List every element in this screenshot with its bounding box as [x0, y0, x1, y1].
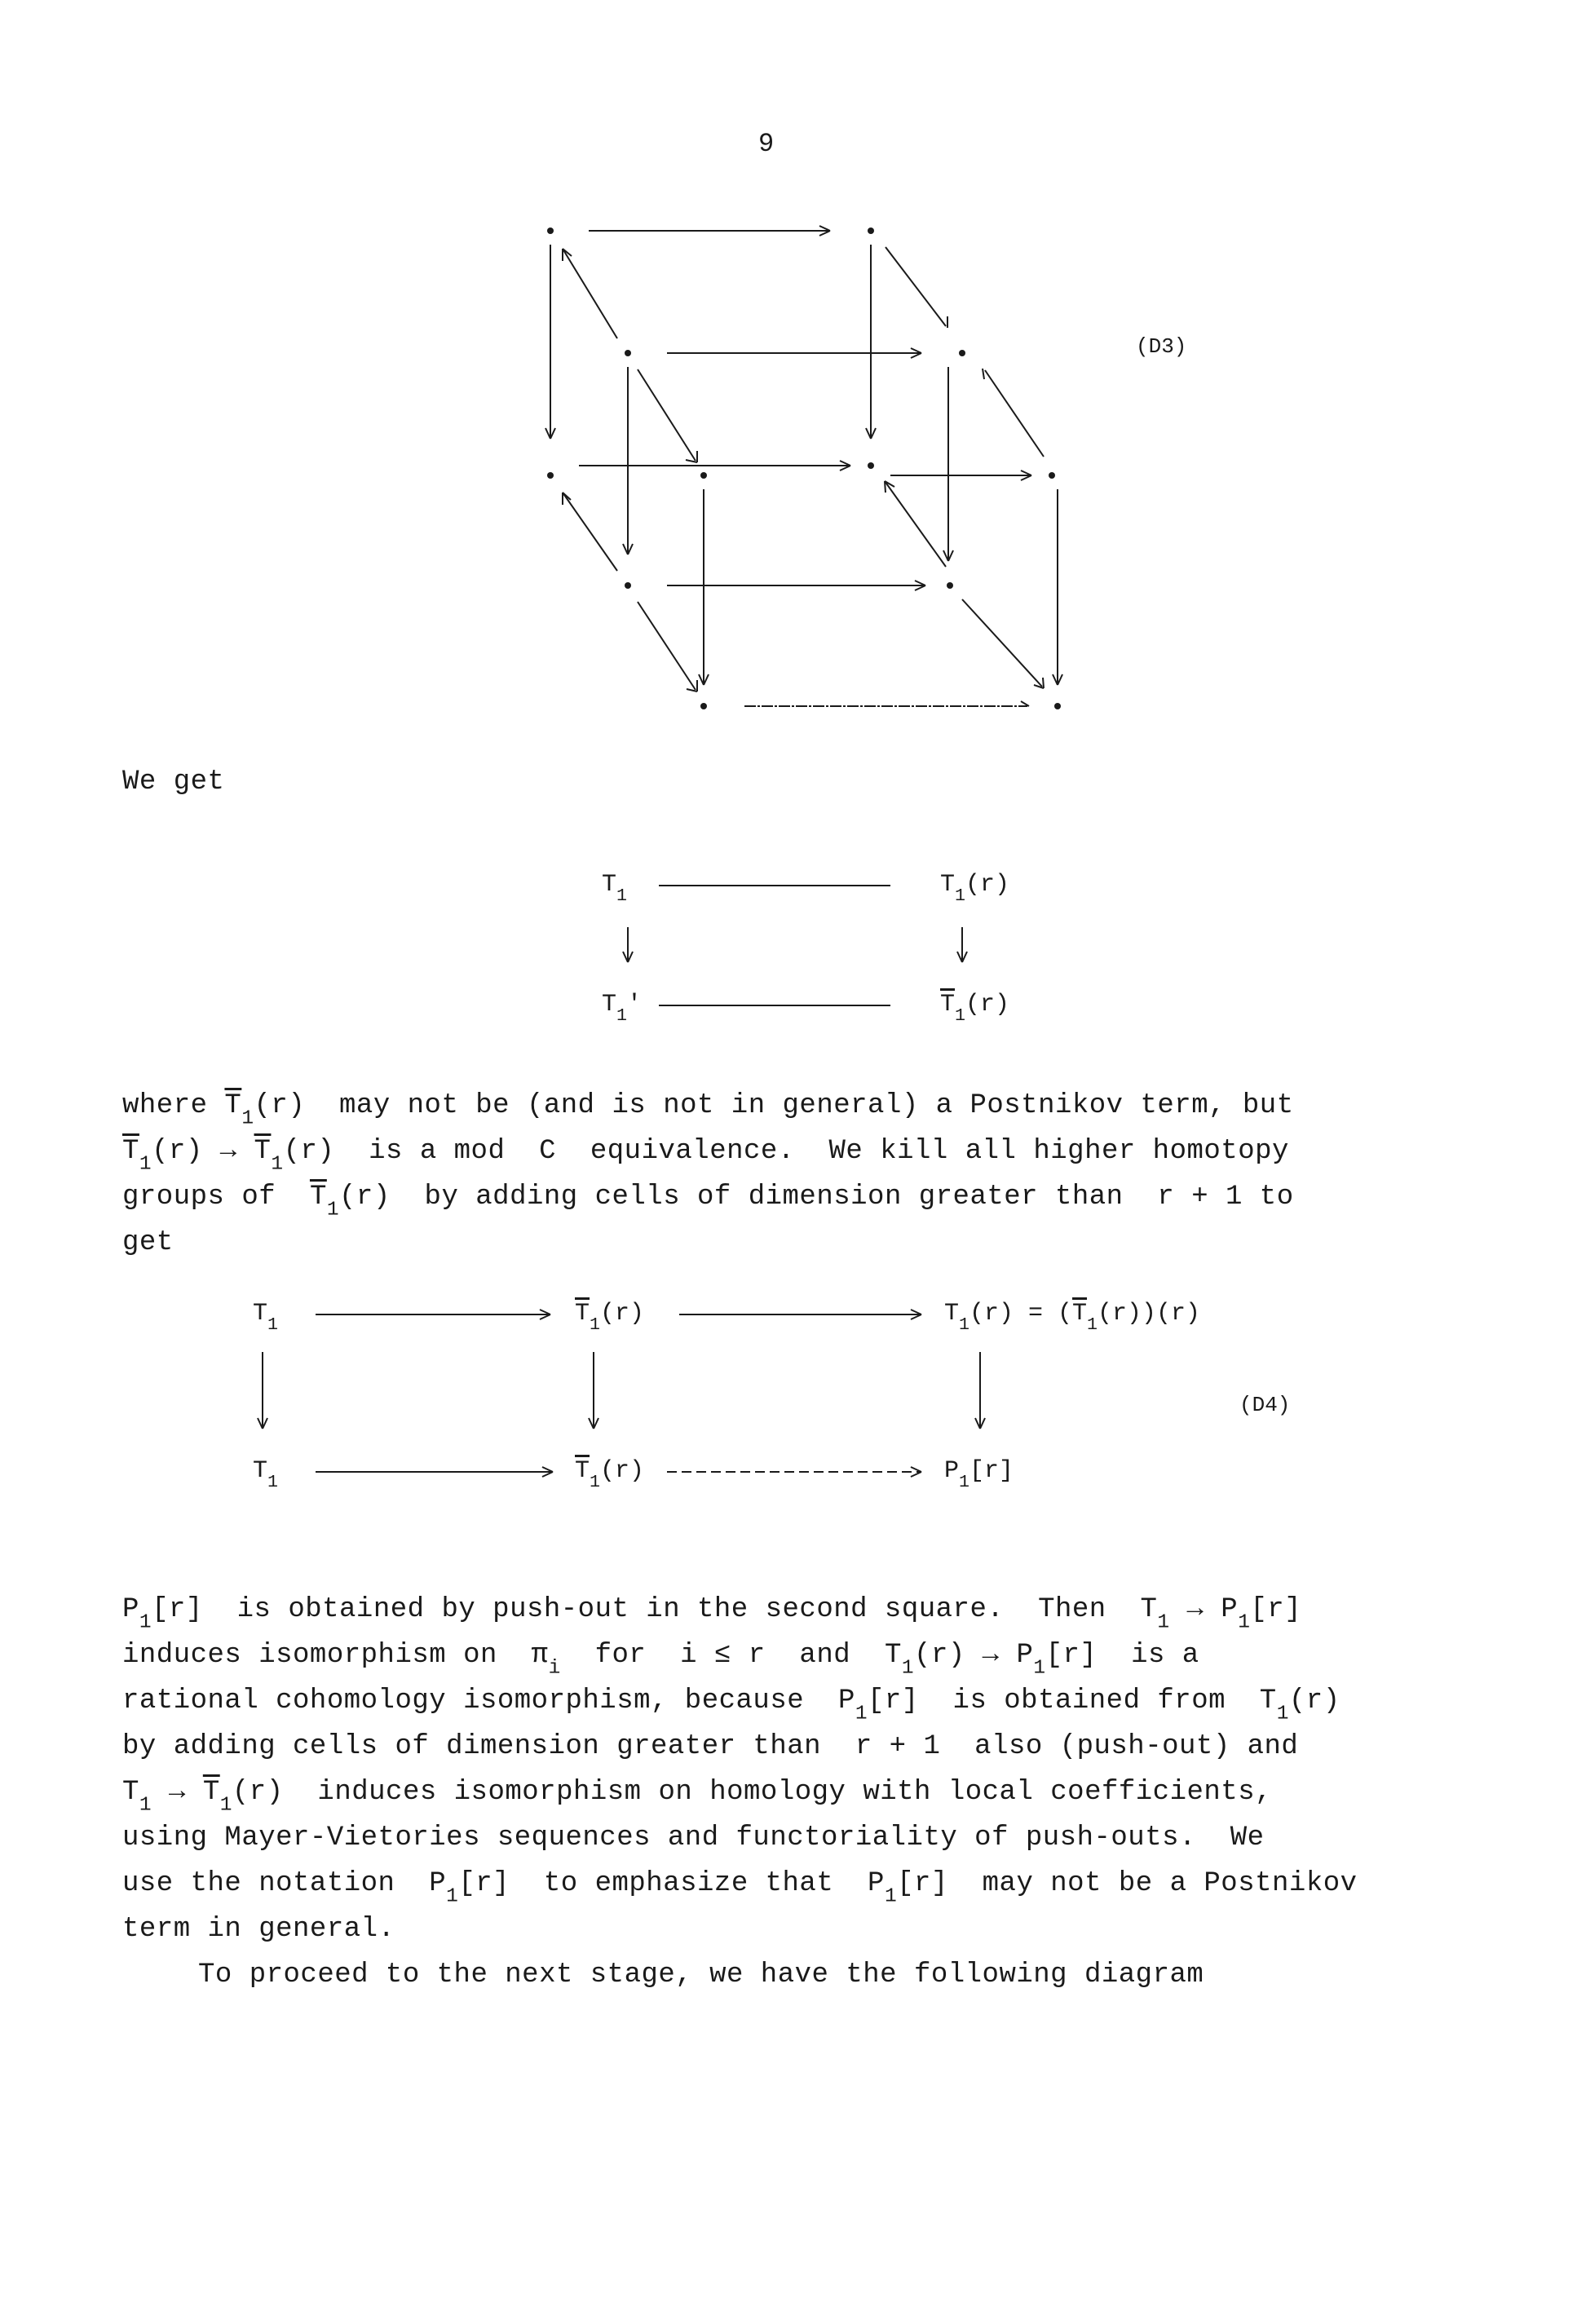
d4-bottom-left: $T_1$	[253, 1457, 278, 1492]
d4-top-middle: $\overline{T}_1(r)$	[575, 1300, 644, 1335]
cube-diagram-d3	[545, 226, 1062, 709]
d4-top-right: $T_1(r) = (\overline{T}_1(r))(r)$	[944, 1300, 1201, 1335]
paragraph2-line5: $T_1 \to \overline{T}_1(r)$ induces isomorphism on homology with local coefficients,	[122, 1777, 1273, 1817]
diagram-label-d3: (D3)	[1136, 334, 1187, 359]
paragraph1-line2: $\overline{T}_1(r) \to \overline{T}_1(r)$ is a mod C equivalence. We kill all higher homotopy	[122, 1136, 1289, 1176]
paragraph1-line3: groups of $\overline{T}_1(r)$ by adding cells of dimension greater than r + 1 to	[122, 1182, 1294, 1222]
square-top-right: $T_1(r)$	[940, 871, 1009, 906]
paragraph2-line8: term in general.	[122, 1914, 395, 1945]
paragraph2-line6: using Mayer-Vietories sequences and functoriality of push-outs. We	[122, 1823, 1265, 1853]
diagram-label-d4: (D4)	[1239, 1393, 1291, 1417]
d4-bottom-right: $P_1[r]$	[944, 1457, 1014, 1492]
paragraph2-line4: by adding cells of dimension greater than r + 1 also (push-out) and	[122, 1731, 1299, 1762]
square-bottom-right: $\overline{T}_1(r)$	[940, 991, 1009, 1026]
page-number: 9	[758, 129, 775, 159]
square-top-left: $T_1$	[602, 871, 627, 906]
square-bottom-left: $T_1'$	[602, 991, 642, 1026]
paragraph2-line3: rational cohomology isomorphism, because $P_1[r]$ is obtained from $T_1(r)$	[122, 1686, 1340, 1725]
we-get-text: We get	[122, 767, 225, 797]
paragraph2-line7: use the notation $P_1[r]$ to emphasize that $P_1[r]$ may not be a Postnikov	[122, 1868, 1358, 1908]
paragraph1-line4: get	[122, 1227, 174, 1258]
paragraph2-line2: induces isomorphism on $\pi_i$ for i ≤ r and $T_1(r) \to P_1[r]$ is a	[122, 1640, 1199, 1680]
diagram-d4	[258, 1310, 985, 1477]
paragraph2-line1: $P_1[r]$ is obtained by push-out in the second square. Then $T_1 \to P_1[r]$	[122, 1594, 1302, 1634]
square-diagram	[623, 886, 967, 1005]
d4-bottom-middle: $\overline{T}_1(r)$	[575, 1457, 644, 1492]
paragraph3: To proceed to the next stage, we have the following diagram	[198, 1959, 1204, 1990]
d4-top-left: $T_1$	[253, 1300, 278, 1335]
paragraph1-line1: where $\overline{T}_1(r)$ may not be (and is not in general) a Postnikov term, but	[122, 1090, 1294, 1130]
